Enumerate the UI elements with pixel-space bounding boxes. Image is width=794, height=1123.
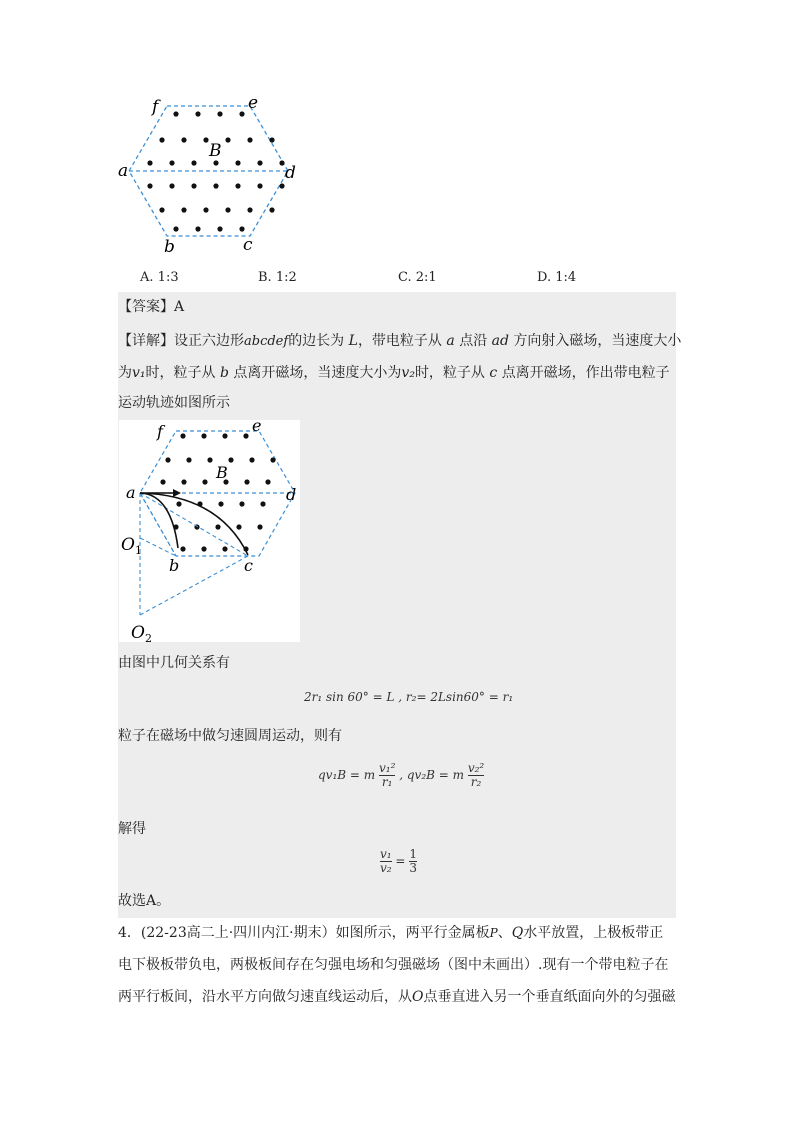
vertex-b: b	[164, 237, 175, 257]
field-dot	[201, 546, 206, 551]
field-dot	[257, 160, 262, 165]
field-dot	[265, 479, 270, 484]
arrowhead-icon	[173, 489, 181, 497]
detail-line-2: 为v₁时，粒子从 b 点离开磁场，当速度大小为v₂时，粒子从 c 点离开磁场，作出带电粒子	[118, 365, 670, 381]
field-dot	[169, 160, 174, 165]
field-dot	[202, 479, 207, 484]
geometry-text: 由图中几何关系有	[118, 655, 230, 671]
center-o1: $O_1$	[121, 535, 142, 557]
option-b: B. 1:2	[258, 270, 297, 285]
vertex-e-2: e	[252, 420, 262, 435]
hexagon-figure-1	[110, 90, 310, 260]
conclusion-text: 故选A。	[118, 893, 171, 909]
solve-text: 解得	[118, 821, 146, 837]
field-dot	[186, 457, 191, 462]
field-dot	[181, 479, 186, 484]
field-dot	[176, 501, 181, 506]
field-dot	[236, 524, 241, 529]
field-dot	[213, 183, 218, 188]
vertex-f-2: f	[157, 422, 163, 441]
field-dot	[169, 183, 174, 188]
field-dot	[235, 160, 240, 165]
field-dot	[279, 160, 284, 165]
field-dot	[215, 524, 220, 529]
option-d: D. 1:4	[537, 270, 577, 285]
field-dot	[279, 183, 284, 188]
vertex-d-2: d	[286, 485, 297, 504]
field-label-b-2: B	[216, 463, 228, 482]
field-dot	[207, 457, 212, 462]
field-dot	[243, 433, 248, 438]
field-dot	[159, 207, 164, 212]
field-dot	[257, 183, 262, 188]
field-dot	[195, 111, 200, 116]
vertex-f: f	[152, 97, 159, 117]
field-dot	[181, 137, 186, 142]
field-dot	[260, 501, 265, 506]
field-dot	[180, 433, 185, 438]
field-dot	[257, 524, 262, 529]
vertex-d: d	[285, 163, 296, 183]
detail-line-3: 运动轨迹如图所示	[118, 395, 230, 411]
field-dot	[269, 137, 274, 142]
field-dot	[165, 457, 170, 462]
field-dot	[269, 207, 274, 212]
field-dot	[270, 457, 275, 462]
trajectory-to-b	[140, 493, 178, 548]
field-dot	[147, 160, 152, 165]
option-a: A. 1:3	[140, 270, 179, 285]
field-dot	[195, 226, 200, 231]
trajectory-figure-2	[119, 420, 300, 642]
vertex-a-2: a	[126, 483, 136, 502]
vertex-b-2: b	[169, 556, 180, 575]
field-dot	[235, 183, 240, 188]
q4-line-1: 4．(22-23高二上·四川内江·期末）如图所示，两平行金属板P、Q水平放置，上极板带正	[118, 925, 664, 941]
field-dot	[201, 433, 206, 438]
field-dot	[173, 111, 178, 116]
field-label-b: B	[209, 141, 222, 161]
equation-3: $\frac{\text{v₁}}{\text{v₂}}$ = $\frac{1}{3}$	[380, 847, 417, 875]
q4-line-3: 两平行板间，沿水平方向做匀速直线运动后，从O点垂直进入另一个垂直纸面向外的匀强磁	[118, 989, 676, 1005]
field-dot	[247, 207, 252, 212]
center-o2: $O_2$	[131, 623, 152, 642]
equation-2: qv₁B = m $\frac{\text{v₁²}}{\text{r₁}}$ , qv₂B = m $\frac{\text{v₂²}}{\text{r₂}}$	[318, 761, 485, 789]
vertex-c-2: c	[244, 556, 253, 575]
field-dot	[244, 479, 249, 484]
vertex-c: c	[243, 235, 253, 255]
field-dot	[249, 457, 254, 462]
field-dot	[217, 111, 222, 116]
equation-1: 2r₁ sin 60° = L , r₂= 2Lsin60° = r₁	[304, 690, 514, 704]
field-dot	[191, 160, 196, 165]
field-dot	[222, 433, 227, 438]
field-dot	[239, 501, 244, 506]
field-dot	[159, 137, 164, 142]
field-dot	[239, 111, 244, 116]
field-dot	[203, 137, 208, 142]
field-dot	[203, 207, 208, 212]
field-dot	[181, 207, 186, 212]
detail-line-1: 【详解】设正六边形abcdef的边长为 L，带电粒子从 a 点沿 ad 方向射入磁场，当速度大小	[118, 333, 682, 349]
vertex-e: e	[248, 93, 259, 113]
field-dot	[213, 160, 218, 165]
field-dot	[218, 501, 223, 506]
field-dot	[225, 137, 230, 142]
answer-line: 【答案】A	[118, 299, 185, 315]
field-dot	[228, 457, 233, 462]
field-dot	[191, 183, 196, 188]
field-dot	[160, 479, 165, 484]
field-dot	[239, 226, 244, 231]
field-dot	[222, 546, 227, 551]
option-c: C. 2:1	[398, 270, 437, 285]
field-dot	[180, 546, 185, 551]
field-dot	[225, 207, 230, 212]
field-dot	[247, 137, 252, 142]
vertex-a: a	[118, 161, 129, 181]
field-dot	[217, 226, 222, 231]
construction-lines	[140, 493, 248, 615]
field-dot	[173, 226, 178, 231]
q4-line-2: 电下极板带负电，两极板间存在匀强电场和匀强磁场（图中未画出）.现有一个带电粒子在	[118, 957, 669, 973]
field-dot	[147, 183, 152, 188]
circular-motion-text: 粒子在磁场中做匀速圆周运动，则有	[118, 728, 342, 744]
